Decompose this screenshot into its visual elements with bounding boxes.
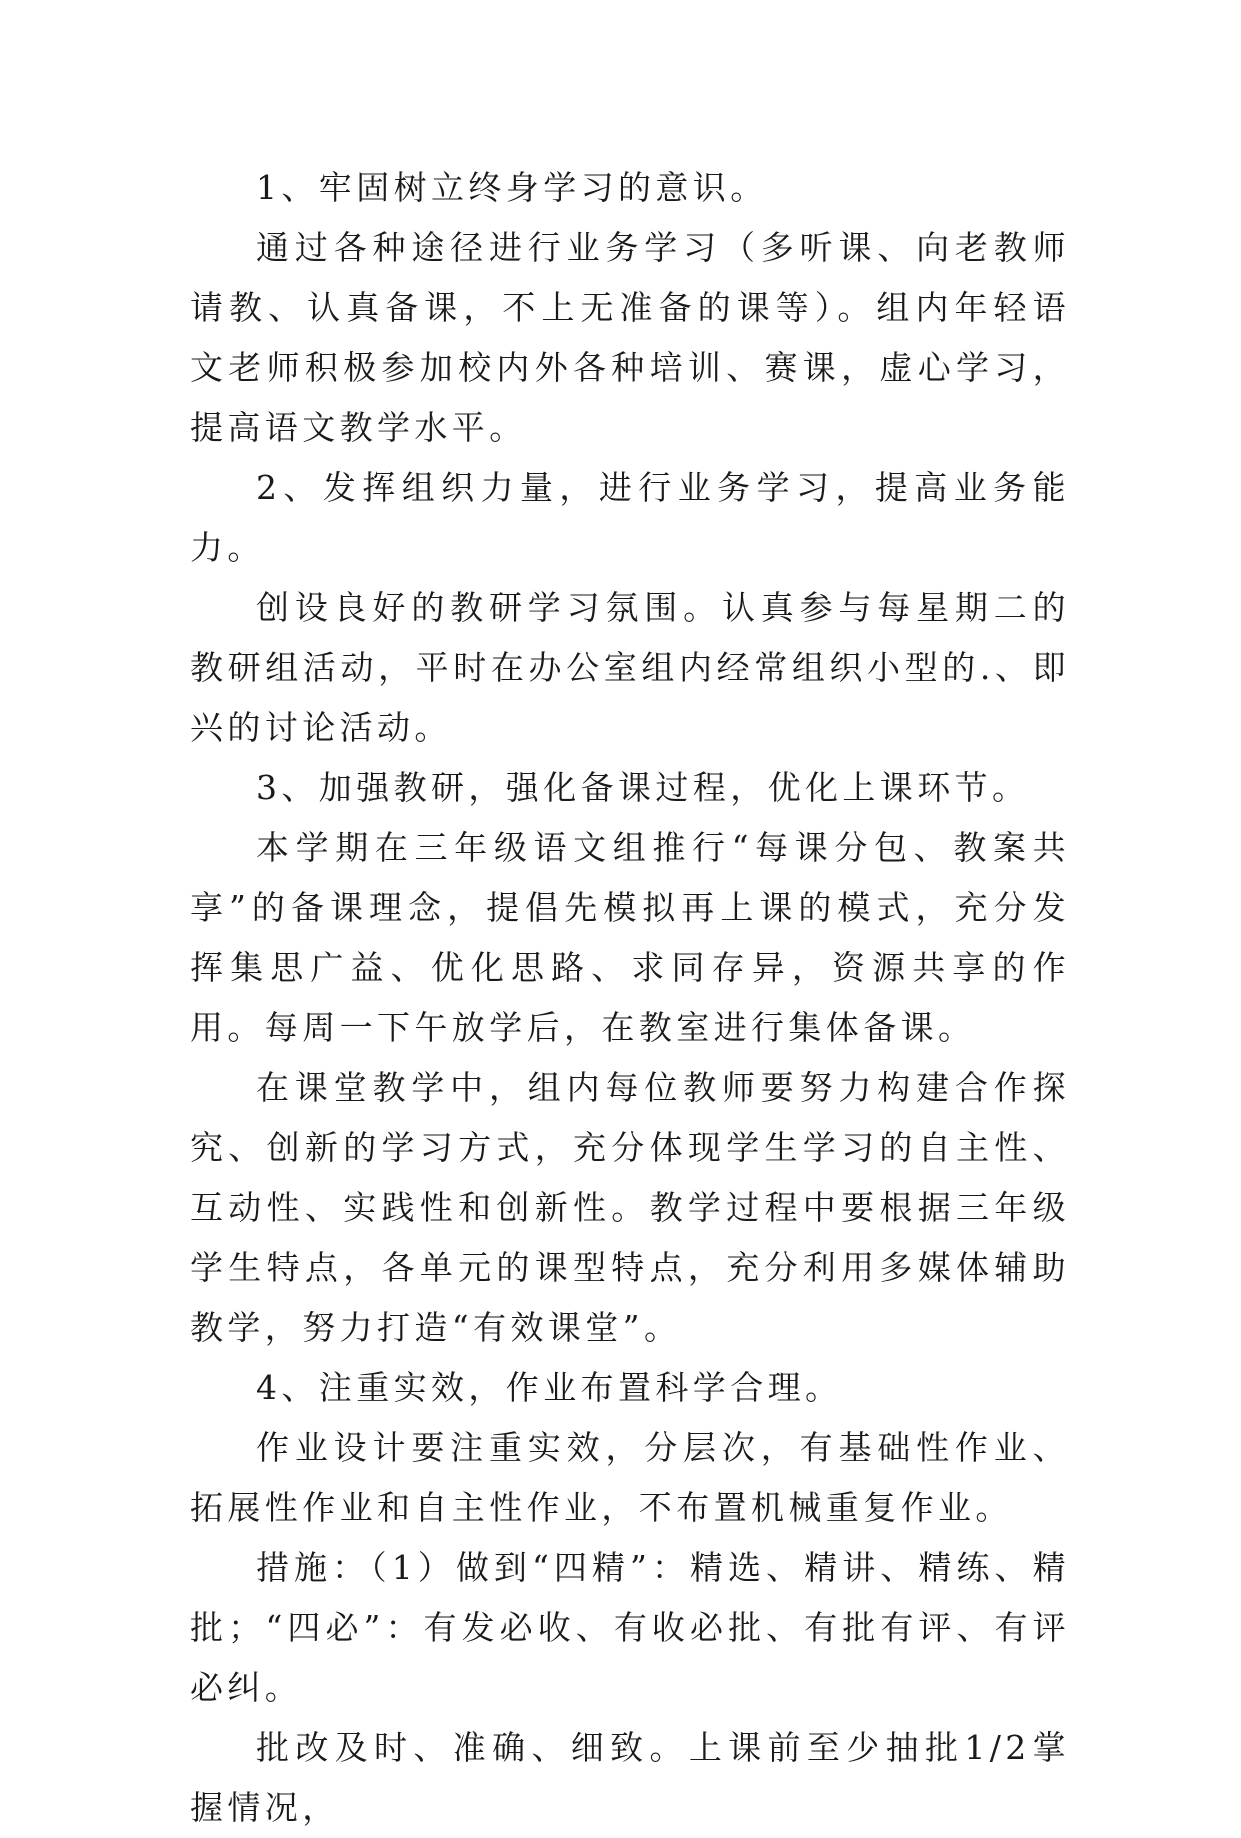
paragraph-business-study: 通过各种途径进行业务学习（多听课、向老教师请教、认真备课，不上无准备的课等）。组内年轻语文老师积极参加校内外各种培训、赛课，虚心学习，提高语文教学水平。 [190, 228, 1070, 447]
heading-organization-power: 2、发挥组织力量，进行业务学习，提高业务能力。 [190, 468, 1070, 567]
heading-strengthen-research: 3、加强教研，强化备课过程，优化上课环节。 [256, 768, 1030, 807]
heading-lifelong-learning: 1、牢固树立终身学习的意识。 [256, 168, 768, 207]
paragraph-research-atmosphere: 创设良好的教研学习氛围。认真参与每星期二的教研组活动，平时在办公室组内经常组织小型的.、即兴的讨论活动。 [190, 588, 1070, 747]
paragraph-homework-design: 作业设计要注重实效，分层次，有基础性作业、拓展性作业和自主性作业，不布置机械重复作业。 [190, 1428, 1070, 1527]
paragraph-measures: 措施：（1）做到“四精”：精选、精讲、精练、精批；“四必”：有发必收、有收必批、有批有评、有评必纠。 [190, 1548, 1070, 1707]
document-body [190, 158, 1070, 1838]
paragraph-correction: 批改及时、准确、细致。上课前至少抽批1/2掌握情况， [190, 1728, 1070, 1827]
heading-homework: 4、注重实效，作业布置科学合理。 [256, 1368, 843, 1407]
paragraph-classroom-teaching: 在课堂教学中，组内每位教师要努力构建合作探究、创新的学习方式，充分体现学生学习的自主性、互动性、实践性和创新性。教学过程中要根据三年级学生特点，各单元的课型特点，充分利用多媒体辅助教学，努力打造“有效课堂”。 [190, 1068, 1070, 1347]
paragraph-lesson-preparation: 本学期在三年级语文组推行“每课分包、教案共享”的备课理念，提倡先模拟再上课的模式，充分发挥集思广益、优化思路、求同存异，资源共享的作用。每周一下午放学后，在教室进行集体备课。 [190, 828, 1070, 1047]
